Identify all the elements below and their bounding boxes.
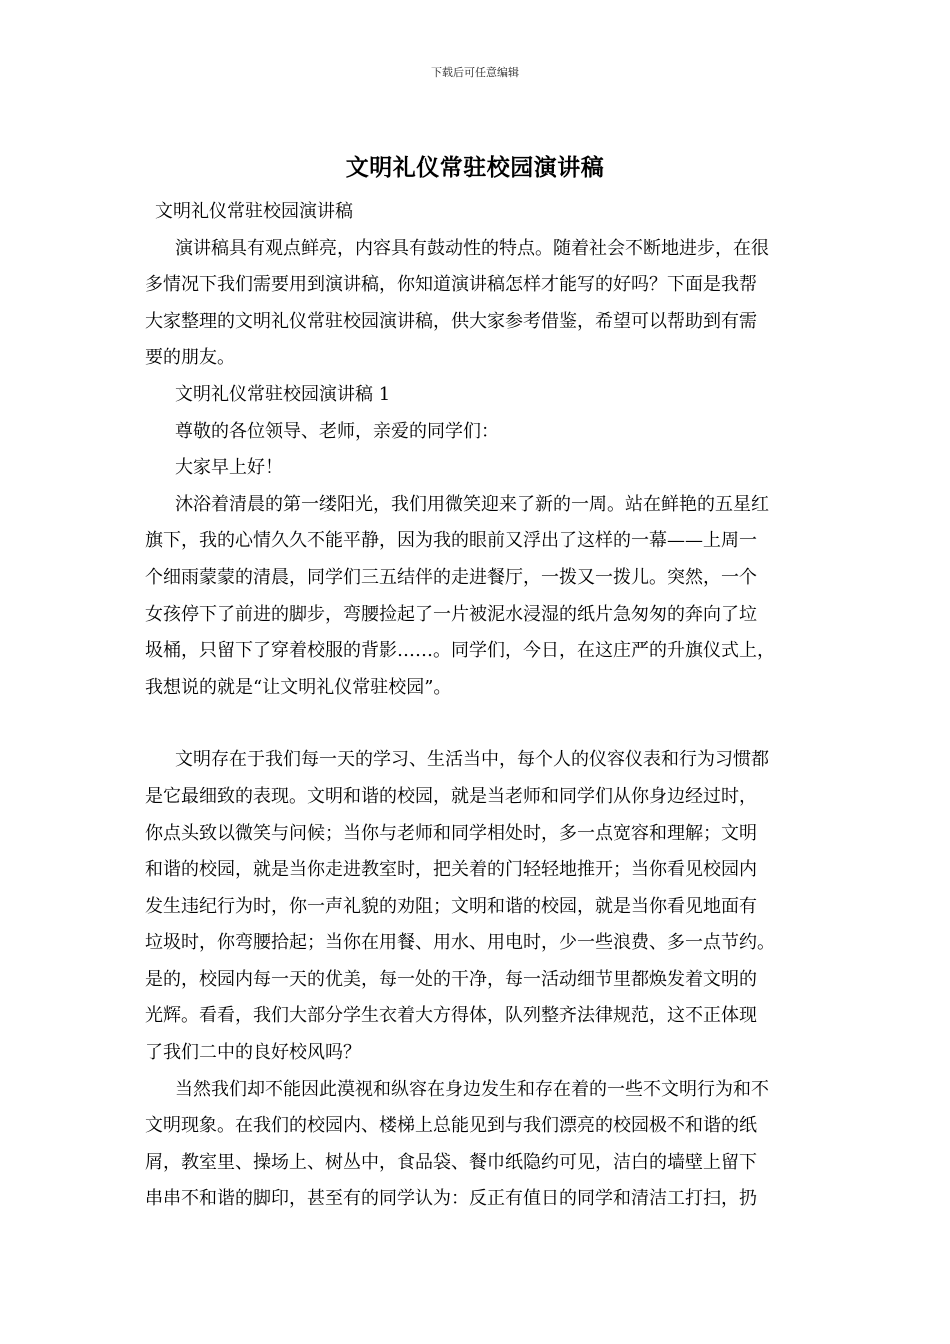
section-title: 文明礼仪常驻校园演讲稿 1 (175, 383, 391, 405)
paragraph-2-line: 发生违纪行为时，你一声礼貌的劝阻；文明和谐的校园，就是当你看见地面有 (145, 895, 757, 917)
paragraph-3-line: 文明现象。在我们的校园内、楼梯上总能见到与我们漂亮的校园极不和谐的纸 (145, 1115, 757, 1137)
intro-line: 大家整理的文明礼仪常驻校园演讲稿，供大家参考借鉴，希望可以帮助到有需 (145, 310, 757, 332)
paragraph-1-line: 个细雨蒙蒙的清晨，同学们三五结伴的走进餐厅，一拨又一拨儿。突然，一个 (145, 566, 757, 588)
document-title: 文明礼仪常驻校园演讲稿 (345, 154, 605, 181)
paragraph-1-line: 我想说的就是“让文明礼仪常驻校园”。 (145, 676, 452, 698)
paragraph-3-line: 当然我们却不能因此漠视和纵容在身边发生和存在着的一些不文明行为和不 (175, 1078, 769, 1100)
greeting: 大家早上好！ (175, 457, 283, 479)
paragraph-2-line: 垃圾时，你弯腰拾起；当你在用餐、用水、用电时，少一些浪费、多一点节约。 (145, 932, 775, 954)
document-body (145, 194, 817, 1218)
intro-line: 演讲稿具有观点鲜亮，内容具有鼓动性的特点。随着社会不断地进步，在很 (175, 237, 769, 259)
paragraph-1-line: 旗下，我的心情久久不能平静，因为我的眼前又浮出了这样的一幕——上周一 (145, 530, 757, 552)
paragraph-2-line: 是它最细致的表现。文明和谐的校园，就是当老师和同学们从你身边经过时， (145, 785, 757, 807)
paragraph-2-line: 光辉。看看，我们大部分学生衣着大方得体，队列整齐法律规范，这不正体现 (145, 1005, 757, 1027)
paragraph-2-line: 了我们二中的良好校风吗？ (145, 1042, 361, 1064)
paragraph-1-line: 沐浴着清晨的第一缕阳光，我们用微笑迎来了新的一周。站在鲜艳的五星红 (175, 493, 769, 515)
paragraph-2-line: 文明存在于我们每一天的学习、生活当中，每个人的仪容仪表和行为习惯都 (175, 749, 769, 771)
intro-line: 多情况下我们需要用到演讲稿，你知道演讲稿怎样才能写的好吗？下面是我帮 (145, 274, 757, 296)
paragraph-2-line: 你点头致以微笑与问候；当你与老师和同学相处时，多一点宽容和理解；文明 (145, 822, 757, 844)
document-subtitle: 文明礼仪常驻校园演讲稿 (155, 201, 353, 222)
paragraph-3-line: 屑，教室里、操场上、树丛中，食品袋、餐巾纸隐约可见，洁白的墙壁上留下 (145, 1151, 757, 1173)
intro-line: 要的朋友。 (145, 347, 235, 369)
paragraph-2-line: 和谐的校园，就是当你走进教室时，把关着的门轻轻地推开；当你看见校园内 (145, 859, 757, 881)
paragraph-2-line: 是的，校园内每一天的优美，每一处的干净，每一活动细节里都焕发着文明的 (145, 968, 757, 990)
paragraph-1-line: 圾桶，只留下了穿着校服的背影……。同学们，今日，在这庄严的升旗仪式上， (145, 640, 775, 662)
paragraph-3-line: 串串不和谐的脚印，甚至有的同学认为：反正有值日的同学和清洁工打扫，扔 (145, 1188, 757, 1210)
salutation: 尊敬的各位领导、老师，亲爱的同学们： (175, 420, 499, 442)
paragraph-1-line: 女孩停下了前进的脚步，弯腰捡起了一片被泥水浸湿的纸片急匆匆的奔向了垃 (145, 603, 757, 625)
header-note: 下载后可任意编辑 (431, 66, 519, 79)
paragraph-gap (145, 706, 817, 742)
